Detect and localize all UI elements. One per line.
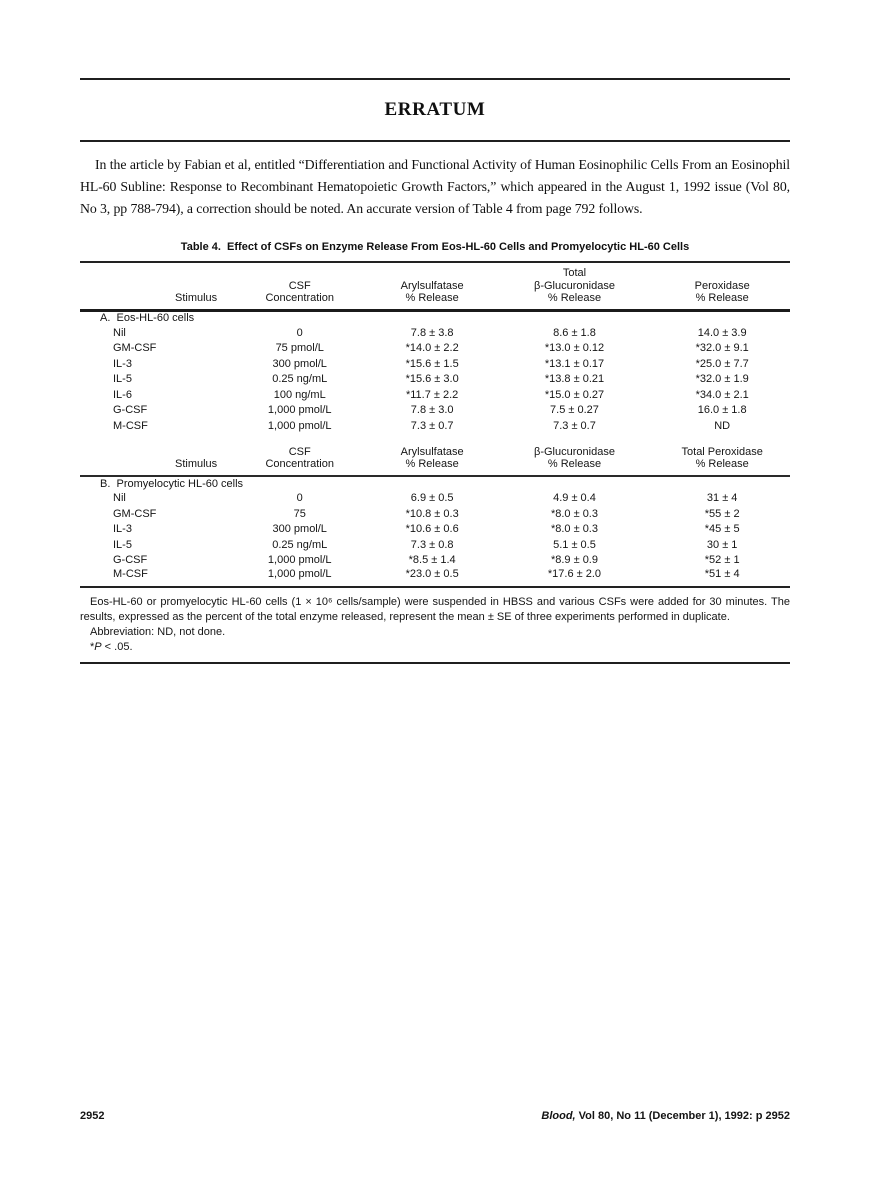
citation-rest: Vol 80, No 11 (December 1), 1992: p 2952 — [575, 1110, 790, 1122]
cell-stimulus: G-CSF — [113, 404, 148, 417]
header-line: β-Glucuronidase — [534, 445, 615, 458]
cell-glucuronidase: *8.0 ± 0.3 — [550, 523, 598, 536]
header-line: Arylsulfatase — [400, 445, 464, 458]
header-line: Arylsulfatase — [400, 279, 464, 292]
cell-concentration: 75 pmol/L — [275, 342, 324, 355]
significance-rest: < .05. — [101, 641, 133, 653]
cell-arylsulfatase: 7.8 ± 3.0 — [410, 404, 454, 417]
col-header-glucuronidase — [495, 434, 655, 476]
header-line: % Release — [405, 458, 459, 470]
table4-block — [80, 241, 790, 664]
cell-glucuronidase: *13.0 ± 0.12 — [544, 342, 605, 355]
col-header-stimulus: Stimulus — [80, 262, 230, 310]
cell-glucuronidase: *17.6 ± 2.0 — [495, 568, 655, 587]
table-row — [80, 506, 790, 522]
table-row — [80, 418, 790, 434]
col-header-total-peroxidase — [654, 434, 790, 476]
cell-stimulus: IL-3 — [113, 357, 132, 370]
header-row-b — [80, 434, 790, 476]
cell-peroxidase: *52 ± 1 — [704, 554, 740, 567]
section-label: B. Promyelocytic HL-60 cells — [100, 477, 244, 490]
cell-stimulus: M-CSF — [113, 419, 148, 432]
cell-glucuronidase: *13.1 ± 0.17 — [544, 357, 605, 370]
cell-concentration: 1,000 pmol/L — [267, 554, 332, 567]
col-header-stimulus: Stimulus — [80, 434, 230, 476]
table-row — [80, 356, 790, 372]
cell-peroxidase: *45 ± 5 — [704, 523, 740, 536]
cell-peroxidase: *32.0 ± 1.9 — [695, 373, 749, 386]
table-header-b — [80, 434, 790, 476]
table-footnotes — [80, 595, 790, 655]
table-row — [80, 341, 790, 357]
cell-glucuronidase: *8.0 ± 0.3 — [550, 507, 598, 520]
cell-stimulus: M-CSF — [80, 568, 230, 587]
cell-arylsulfatase: *15.6 ± 3.0 — [405, 373, 459, 386]
table-title: Table 4. Effect of CSFs on Enzyme Release From Eos-HL-60 Cells and Promyelocytic HL-60 Cells — [180, 241, 690, 253]
cell-stimulus: IL-5 — [113, 538, 132, 551]
section-a-body — [80, 310, 790, 434]
header-line: β-Glucuronidase — [534, 279, 615, 292]
cell-stimulus: IL-3 — [113, 523, 132, 536]
table-row — [80, 522, 790, 538]
table-row — [80, 491, 790, 507]
cell-glucuronidase: 5.1 ± 0.5 — [553, 538, 596, 551]
header-line: CSF — [288, 445, 311, 458]
col-header-csf-concentration — [230, 434, 370, 476]
journal-name: Blood, — [541, 1110, 576, 1122]
header-line: Concentration — [265, 292, 334, 304]
cell-stimulus: IL-5 — [113, 373, 132, 386]
cell-arylsulfatase: *8.5 ± 1.4 — [408, 554, 456, 567]
cell-stimulus: IL-6 — [113, 388, 132, 401]
header-line: % Release — [547, 292, 602, 304]
cell-peroxidase: 14.0 ± 3.9 — [697, 326, 747, 339]
significance-p: P — [94, 641, 102, 653]
cell-stimulus: GM-CSF — [113, 507, 157, 520]
cell-glucuronidase: 7.3 ± 0.7 — [553, 419, 596, 432]
cell-glucuronidase: 7.5 ± 0.27 — [550, 404, 599, 417]
col-header-peroxidase — [654, 262, 790, 310]
cell-peroxidase: *55 ± 2 — [704, 507, 740, 520]
cell-glucuronidase: *13.8 ± 0.21 — [544, 373, 605, 386]
footnote-abbreviation: Abbreviation: ND, not done. — [90, 626, 226, 638]
cell-arylsulfatase: *11.7 ± 2.2 — [405, 388, 459, 401]
cell-arylsulfatase: *14.0 ± 2.2 — [405, 342, 459, 355]
section-b-label-row — [80, 476, 790, 491]
table-row — [80, 537, 790, 553]
cell-concentration: 0 — [296, 492, 303, 505]
col-header-glucuronidase — [495, 262, 655, 310]
cell-arylsulfatase: 7.3 ± 0.7 — [410, 419, 454, 432]
cell-arylsulfatase: 7.8 ± 3.8 — [410, 326, 454, 339]
cell-arylsulfatase: *10.8 ± 0.3 — [405, 507, 459, 520]
journal-citation — [541, 1110, 790, 1122]
col-header-arylsulfatase — [370, 262, 495, 310]
table-header-a — [80, 262, 790, 310]
cell-concentration: 0.25 ng/mL — [272, 538, 328, 551]
header-line: Concentration — [265, 458, 334, 470]
cell-peroxidase: *34.0 ± 2.1 — [695, 388, 749, 401]
cell-peroxidase: ND — [714, 419, 731, 432]
cell-peroxidase: *51 ± 4 — [654, 568, 790, 587]
cell-peroxidase: *32.0 ± 9.1 — [695, 342, 749, 355]
col-header-csf-concentration — [230, 262, 370, 310]
cell-arylsulfatase: *15.6 ± 1.5 — [405, 357, 459, 370]
cell-arylsulfatase: *23.0 ± 0.5 — [370, 568, 495, 587]
page-number: 2952 — [80, 1110, 105, 1122]
cell-concentration: 0 — [296, 326, 303, 339]
table-bottom-rule — [80, 662, 790, 664]
cell-concentration: 300 pmol/L — [272, 523, 327, 536]
cell-peroxidase: 30 ± 1 — [706, 538, 738, 551]
cell-arylsulfatase: 6.9 ± 0.5 — [410, 492, 454, 505]
footnote-significance — [80, 640, 790, 655]
heading-rule — [80, 140, 790, 142]
header-line: % Release — [405, 292, 459, 304]
table-row — [80, 387, 790, 403]
cell-peroxidase: 16.0 ± 1.8 — [697, 404, 747, 417]
cell-stimulus: Nil — [113, 326, 126, 339]
cell-stimulus: Nil — [113, 492, 126, 505]
cell-concentration: 75 — [293, 507, 306, 520]
top-rule — [80, 78, 790, 80]
header-line: Total — [562, 267, 587, 279]
col-header-arylsulfatase — [370, 434, 495, 476]
intro-paragraph: In the article by Fabian et al, entitled “Differentiation and Functional Activity of Human Eosinophilic Cells From an Eosinophil HL-60 Subline: Response to Recombinant Hematopoietic Growth Factors,” which appeared in the August 1, 1992 issue (Vol 80, No 3, pp 788-794), a correction should be noted. An accurate version of Table 4 from page 792 follows. — [80, 157, 790, 216]
cell-concentration: 100 ng/mL — [273, 388, 326, 401]
cell-concentration: 300 pmol/L — [272, 357, 327, 370]
cell-peroxidase: 31 ± 4 — [706, 492, 738, 505]
cell-stimulus: GM-CSF — [113, 342, 157, 355]
cell-glucuronidase: *15.0 ± 0.27 — [544, 388, 605, 401]
cell-arylsulfatase: *10.6 ± 0.6 — [405, 523, 459, 536]
cell-concentration: 0.25 ng/mL — [272, 373, 328, 386]
header-line: Total Peroxidase — [681, 445, 763, 458]
cell-concentration: 1,000 pmol/L — [230, 568, 370, 587]
cell-peroxidase: *25.0 ± 7.7 — [695, 357, 749, 370]
section-label: A. Eos-HL-60 cells — [100, 312, 195, 325]
header-line: % Release — [695, 458, 749, 470]
table-row — [80, 403, 790, 419]
section-b-body — [80, 476, 790, 588]
cell-concentration: 1,000 pmol/L — [267, 404, 332, 417]
cell-glucuronidase: *8.9 ± 0.9 — [550, 554, 598, 567]
cell-concentration: 1,000 pmol/L — [267, 419, 332, 432]
table-row — [80, 553, 790, 569]
footnote-methods: Eos-HL-60 or promyelocytic HL-60 cells (1 × 10⁶ cells/sample) were suspended in HBSS and various CSFs were added for 30 minutes. The results, expressed as the percent of the total enzyme released, represent the mean ± SE of three experiments performed in duplicate. — [80, 596, 790, 623]
page-footer — [80, 1110, 790, 1122]
header-line: % Release — [695, 292, 749, 304]
cell-glucuronidase: 8.6 ± 1.8 — [553, 326, 596, 339]
header-line: % Release — [547, 458, 602, 470]
cell-arylsulfatase: 7.3 ± 0.8 — [410, 538, 454, 551]
header-row-a — [80, 262, 790, 310]
cell-glucuronidase: 4.9 ± 0.4 — [553, 492, 596, 505]
header-line: CSF — [288, 279, 311, 292]
table-row — [80, 568, 790, 587]
header-line: Peroxidase — [694, 279, 750, 292]
section-a-label-row — [80, 310, 790, 325]
significance-star: * — [90, 641, 95, 653]
table-row — [80, 325, 790, 341]
results-table — [80, 261, 790, 588]
table-row — [80, 372, 790, 388]
cell-stimulus: G-CSF — [113, 554, 148, 567]
page-title: ERRATUM — [384, 99, 486, 120]
